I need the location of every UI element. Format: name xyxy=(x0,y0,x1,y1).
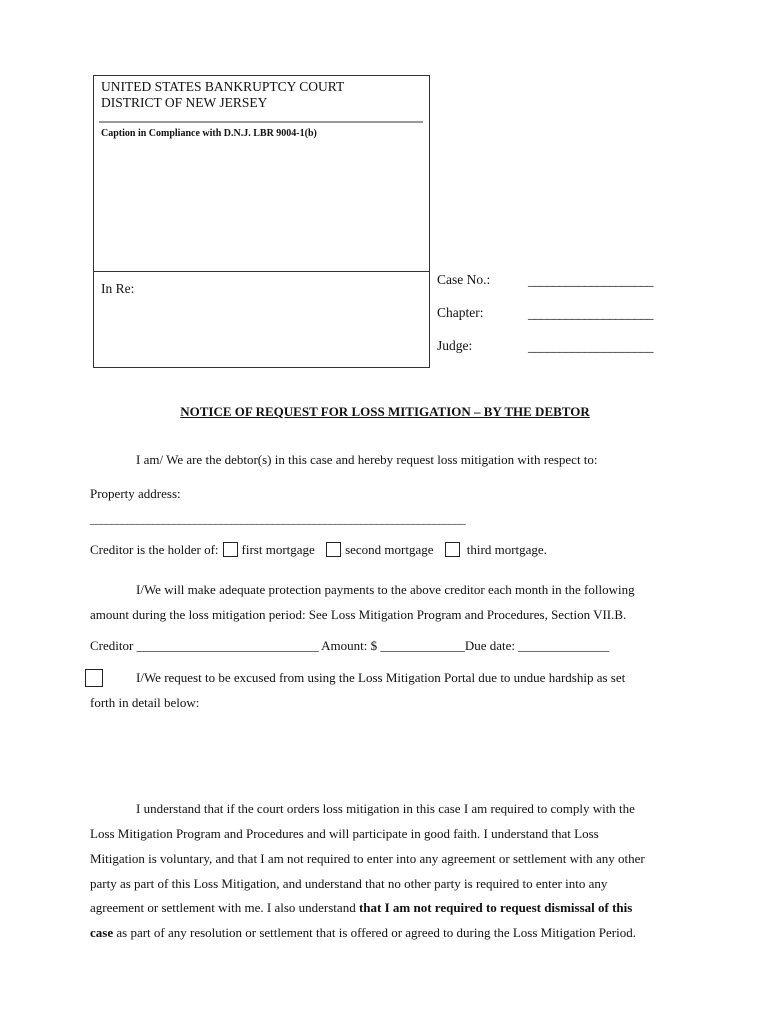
understanding-line-4: party as part of this Loss Mitigation, and understand that no other party is required to enter into any xyxy=(90,876,608,891)
understanding-line-6 xyxy=(90,925,636,941)
court-district: DISTRICT OF NEW JERSEY xyxy=(101,95,268,110)
hardship-line-2: forth in detail below: xyxy=(90,695,200,710)
first-mortgage-label: first mortgage xyxy=(241,542,315,557)
property-address-label: Property address: xyxy=(90,486,181,501)
creditor-label: Creditor xyxy=(90,638,134,653)
second-mortgage-label: second mortgage xyxy=(345,542,434,557)
hardship-line-1: I/We request to be excused from using the Loss Mitigation Portal due to undue hardship as set xyxy=(136,670,626,685)
chapter-label: Chapter: xyxy=(437,305,484,320)
due-date-field[interactable]: ______________ xyxy=(518,638,610,653)
creditor-field[interactable]: ____________________________ xyxy=(136,638,319,653)
creditor-holder-row xyxy=(90,542,547,558)
understanding-line-3: Mitigation is voluntary, and that I am not required to enter into any agreement or settlement with any other xyxy=(90,851,645,866)
understanding-line-5-start: agreement or settlement with me. I also understand xyxy=(90,900,356,915)
amount-field[interactable]: _____________ xyxy=(380,638,465,653)
understanding-line-5-bold: that I am not required to request dismissal of this xyxy=(358,900,633,915)
first-mortgage-checkbox[interactable] xyxy=(223,542,238,557)
judge-label: Judge: xyxy=(437,338,473,353)
in-re-label: In Re: xyxy=(101,281,135,296)
protection-line-2: amount during the loss mitigation period: See Loss Mitigation Program and Procedures, Section VII.B. xyxy=(90,607,627,622)
caption-divider xyxy=(94,271,429,272)
property-address-field[interactable]: ________________________________________________________________________ xyxy=(90,511,465,526)
understanding-line-6-rest: as part of any resolution or settlement that is offered or agreed to during the Loss Mitigation Period. xyxy=(116,925,636,940)
intro-text: I am/ We are the debtor(s) in this case and hereby request loss mitigation with respect to: xyxy=(136,452,598,467)
judge-field[interactable]: ____________________ xyxy=(528,339,653,354)
court-name: UNITED STATES BANKRUPTCY COURT xyxy=(101,79,345,94)
due-date-label: Due date: xyxy=(464,638,516,653)
protection-line-1: I/We will make adequate protection payments to the above creditor each month in the following xyxy=(136,582,635,597)
understanding-line-2: Loss Mitigation Program and Procedures and will participate in good faith. I understand that Loss xyxy=(90,826,599,841)
third-mortgage-checkbox[interactable] xyxy=(445,542,460,557)
hardship-checkbox[interactable] xyxy=(85,669,103,687)
caption-compliance-note: Caption in Compliance with D.N.J. LBR 9004-1(b) xyxy=(101,128,317,139)
amount-label: Amount: $ xyxy=(321,638,378,653)
payment-row xyxy=(90,638,609,654)
case-no-field[interactable]: ____________________ xyxy=(528,273,653,288)
second-mortgage-checkbox[interactable] xyxy=(326,542,341,557)
understanding-line-1: I understand that if the court orders loss mitigation in this case I am required to comply with the xyxy=(136,801,635,816)
document-title: NOTICE OF REQUEST FOR LOSS MITIGATION – BY THE DEBTOR xyxy=(180,404,590,419)
creditor-holder-label: Creditor is the holder of: xyxy=(90,542,219,557)
understanding-line-6-bold: case xyxy=(90,925,114,940)
understanding-line-5 xyxy=(90,900,632,916)
caption-rule xyxy=(99,121,423,123)
chapter-field[interactable]: ____________________ xyxy=(528,306,653,321)
third-mortgage-label: third mortgage. xyxy=(466,542,547,557)
caption-box xyxy=(93,75,430,368)
case-no-label: Case No.: xyxy=(437,272,491,287)
